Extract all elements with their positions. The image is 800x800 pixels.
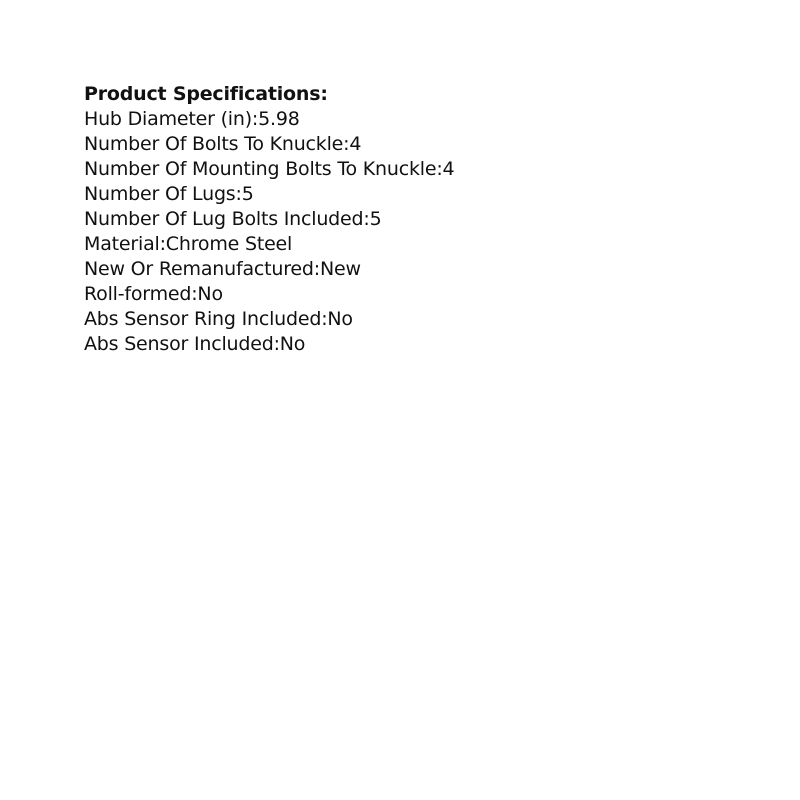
spec-lug-bolts-included: Number Of Lug Bolts Included:5 [84,208,382,230]
spec-abs-sensor-ring-included: Abs Sensor Ring Included:No [84,308,353,330]
specifications-heading: Product Specifications: [84,83,328,105]
spec-material: Material:Chrome Steel [84,233,293,255]
spec-bolts-to-knuckle: Number Of Bolts To Knuckle:4 [84,133,362,155]
spec-roll-formed: Roll-formed:No [84,283,223,305]
spec-mounting-bolts-to-knuckle: Number Of Mounting Bolts To Knuckle:4 [84,158,455,180]
spec-hub-diameter: Hub Diameter (in):5.98 [84,108,300,130]
spec-abs-sensor-included: Abs Sensor Included:No [84,333,306,355]
spec-number-of-lugs: Number Of Lugs:5 [84,183,254,205]
spec-new-or-remanufactured: New Or Remanufactured:New [84,258,361,280]
product-specifications [84,82,454,357]
specifications-list [84,107,454,357]
